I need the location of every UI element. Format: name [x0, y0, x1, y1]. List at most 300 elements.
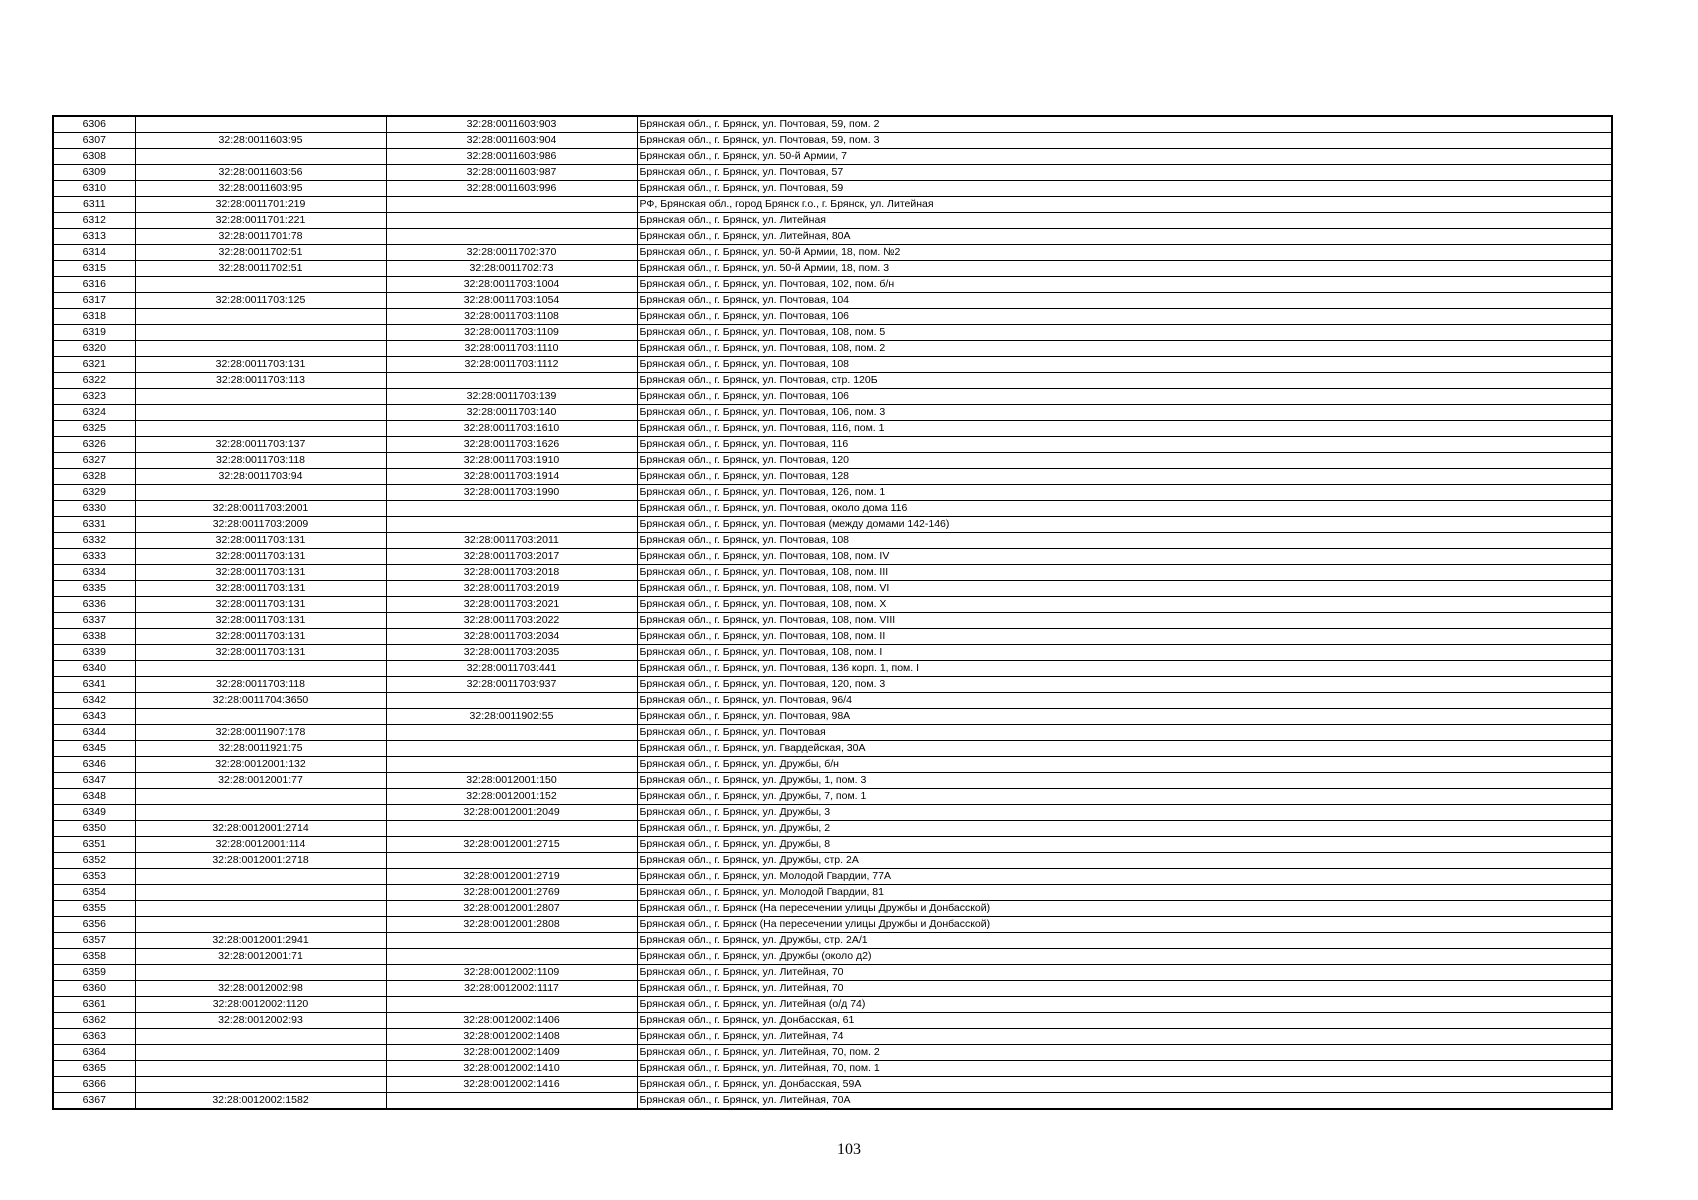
address-cell: Брянская обл., г. Брянск (На пересечении улицы Дружбы и Донбасской)	[637, 901, 1612, 917]
parcel-cadastral-number-cell: 32:28:0011701:78	[135, 229, 386, 245]
object-cadastral-number-cell	[386, 741, 637, 757]
object-cadastral-number-cell: 32:28:0011603:904	[386, 133, 637, 149]
address-cell: Брянская обл., г. Брянск, ул. Почтовая, 108, пом. 2	[637, 341, 1612, 357]
object-cadastral-number-cell: 32:28:0011703:1914	[386, 469, 637, 485]
row-number-cell: 6325	[53, 421, 135, 437]
address-cell: Брянская обл., г. Брянск, ул. Литейная, 70	[637, 965, 1612, 981]
row-number-cell: 6341	[53, 677, 135, 693]
table-row	[53, 405, 1612, 421]
table-row	[53, 805, 1612, 821]
table-row	[53, 517, 1612, 533]
table-row	[53, 789, 1612, 805]
table-row	[53, 1045, 1612, 1061]
parcel-cadastral-number-cell	[135, 789, 386, 805]
address-cell: Брянская обл., г. Брянск, ул. Литейная, 70, пом. 2	[637, 1045, 1612, 1061]
address-cell: Брянская обл., г. Брянск, ул. Почтовая, стр. 120Б	[637, 373, 1612, 389]
object-cadastral-number-cell: 32:28:0011703:1610	[386, 421, 637, 437]
parcel-cadastral-number-cell	[135, 149, 386, 165]
row-number-cell: 6312	[53, 213, 135, 229]
parcel-cadastral-number-cell	[135, 965, 386, 981]
table-row	[53, 293, 1612, 309]
parcel-cadastral-number-cell: 32:28:0011703:137	[135, 437, 386, 453]
object-cadastral-number-cell: 32:28:0011703:1004	[386, 277, 637, 293]
address-cell: Брянская обл., г. Брянск, ул. Почтовая, 106	[637, 389, 1612, 405]
table-row	[53, 341, 1612, 357]
address-cell: Брянская обл., г. Брянск, ул. Молодой Гвардии, 77А	[637, 869, 1612, 885]
table-row	[53, 421, 1612, 437]
table-row	[53, 773, 1612, 789]
row-number-cell: 6339	[53, 645, 135, 661]
object-cadastral-number-cell: 32:28:0011703:2018	[386, 565, 637, 581]
address-cell: Брянская обл., г. Брянск, ул. Литейная, 70	[637, 981, 1612, 997]
parcel-cadastral-number-cell: 32:28:0012001:71	[135, 949, 386, 965]
object-cadastral-number-cell	[386, 213, 637, 229]
parcel-cadastral-number-cell: 32:28:0011701:219	[135, 197, 386, 213]
parcel-cadastral-number-cell: 32:28:0012002:1120	[135, 997, 386, 1013]
address-cell: Брянская обл., г. Брянск (На пересечении улицы Дружбы и Донбасской)	[637, 917, 1612, 933]
table-row	[53, 629, 1612, 645]
address-cell: Брянская обл., г. Брянск, ул. Почтовая, 96/4	[637, 693, 1612, 709]
row-number-cell: 6346	[53, 757, 135, 773]
object-cadastral-number-cell: 32:28:0012001:152	[386, 789, 637, 805]
object-cadastral-number-cell: 32:28:0011703:937	[386, 677, 637, 693]
row-number-cell: 6354	[53, 885, 135, 901]
object-cadastral-number-cell	[386, 821, 637, 837]
table-row	[53, 949, 1612, 965]
parcel-cadastral-number-cell: 32:28:0012001:114	[135, 837, 386, 853]
parcel-cadastral-number-cell: 32:28:0012002:93	[135, 1013, 386, 1029]
address-cell: Брянская обл., г. Брянск, ул. Литейная, 70, пом. 1	[637, 1061, 1612, 1077]
row-number-cell: 6336	[53, 597, 135, 613]
table-row	[53, 133, 1612, 149]
parcel-cadastral-number-cell: 32:28:0011703:118	[135, 453, 386, 469]
row-number-cell: 6356	[53, 917, 135, 933]
parcel-cadastral-number-cell	[135, 901, 386, 917]
object-cadastral-number-cell: 32:28:0012002:1406	[386, 1013, 637, 1029]
address-cell: Брянская обл., г. Брянск, ул. Молодой Гвардии, 81	[637, 885, 1612, 901]
row-number-cell: 6310	[53, 181, 135, 197]
object-cadastral-number-cell: 32:28:0012001:2769	[386, 885, 637, 901]
parcel-cadastral-number-cell: 32:28:0011702:51	[135, 261, 386, 277]
row-number-cell: 6330	[53, 501, 135, 517]
object-cadastral-number-cell: 32:28:0011902:55	[386, 709, 637, 725]
parcel-cadastral-number-cell: 32:28:0011907:178	[135, 725, 386, 741]
address-cell: Брянская обл., г. Брянск, ул. Литейная, 80А	[637, 229, 1612, 245]
parcel-cadastral-number-cell	[135, 405, 386, 421]
object-cadastral-number-cell: 32:28:0011703:1626	[386, 437, 637, 453]
parcel-cadastral-number-cell: 32:28:0012001:2714	[135, 821, 386, 837]
table-row	[53, 869, 1612, 885]
row-number-cell: 6357	[53, 933, 135, 949]
row-number-cell: 6361	[53, 997, 135, 1013]
object-cadastral-number-cell	[386, 373, 637, 389]
object-cadastral-number-cell: 32:28:0011703:1990	[386, 485, 637, 501]
row-number-cell: 6318	[53, 309, 135, 325]
table-row	[53, 965, 1612, 981]
row-number-cell: 6345	[53, 741, 135, 757]
object-cadastral-number-cell: 32:28:0011703:1054	[386, 293, 637, 309]
table-row	[53, 325, 1612, 341]
address-cell: Брянская обл., г. Брянск, ул. Почтовая, 108	[637, 533, 1612, 549]
address-cell: Брянская обл., г. Брянск, ул. Дружбы, стр. 2А/1	[637, 933, 1612, 949]
address-cell: Брянская обл., г. Брянск, ул. Почтовая, 128	[637, 469, 1612, 485]
table-row	[53, 197, 1612, 213]
row-number-cell: 6323	[53, 389, 135, 405]
table-row	[53, 1029, 1612, 1045]
row-number-cell: 6344	[53, 725, 135, 741]
object-cadastral-number-cell: 32:28:0011603:996	[386, 181, 637, 197]
table-row	[53, 116, 1612, 133]
row-number-cell: 6337	[53, 613, 135, 629]
object-cadastral-number-cell	[386, 1093, 637, 1110]
row-number-cell: 6340	[53, 661, 135, 677]
row-number-cell: 6366	[53, 1077, 135, 1093]
parcel-cadastral-number-cell: 32:28:0011703:2009	[135, 517, 386, 533]
parcel-cadastral-number-cell	[135, 1029, 386, 1045]
parcel-cadastral-number-cell: 32:28:0011703:131	[135, 581, 386, 597]
row-number-cell: 6364	[53, 1045, 135, 1061]
object-cadastral-number-cell: 32:28:0012002:1408	[386, 1029, 637, 1045]
table-row	[53, 229, 1612, 245]
row-number-cell: 6328	[53, 469, 135, 485]
row-number-cell: 6351	[53, 837, 135, 853]
object-cadastral-number-cell: 32:28:0012001:2808	[386, 917, 637, 933]
object-cadastral-number-cell: 32:28:0011703:1112	[386, 357, 637, 373]
object-cadastral-number-cell: 32:28:0012002:1409	[386, 1045, 637, 1061]
object-cadastral-number-cell: 32:28:0011603:986	[386, 149, 637, 165]
table-row	[53, 149, 1612, 165]
parcel-cadastral-number-cell	[135, 1045, 386, 1061]
row-number-cell: 6363	[53, 1029, 135, 1045]
parcel-cadastral-number-cell: 32:28:0012001:2718	[135, 853, 386, 869]
row-number-cell: 6316	[53, 277, 135, 293]
object-cadastral-number-cell: 32:28:0011703:2021	[386, 597, 637, 613]
object-cadastral-number-cell	[386, 517, 637, 533]
row-number-cell: 6314	[53, 245, 135, 261]
table-row	[53, 373, 1612, 389]
parcel-cadastral-number-cell	[135, 277, 386, 293]
parcel-cadastral-number-cell: 32:28:0011704:3650	[135, 693, 386, 709]
table-row	[53, 389, 1612, 405]
row-number-cell: 6319	[53, 325, 135, 341]
row-number-cell: 6320	[53, 341, 135, 357]
object-cadastral-number-cell: 32:28:0011603:903	[386, 116, 637, 133]
object-cadastral-number-cell: 32:28:0011703:2035	[386, 645, 637, 661]
object-cadastral-number-cell: 32:28:0011703:140	[386, 405, 637, 421]
table-row	[53, 821, 1612, 837]
parcel-cadastral-number-cell: 32:28:0011703:131	[135, 613, 386, 629]
address-cell: Брянская обл., г. Брянск, ул. Почтовая, 116, пом. 1	[637, 421, 1612, 437]
table-row	[53, 837, 1612, 853]
parcel-cadastral-number-cell: 32:28:0012001:132	[135, 757, 386, 773]
table-row	[53, 709, 1612, 725]
table-row	[53, 245, 1612, 261]
parcel-cadastral-number-cell	[135, 309, 386, 325]
parcel-cadastral-number-cell: 32:28:0012001:2941	[135, 933, 386, 949]
row-number-cell: 6326	[53, 437, 135, 453]
address-cell: Брянская обл., г. Брянск, ул. Почтовая, около дома 116	[637, 501, 1612, 517]
object-cadastral-number-cell: 32:28:0011703:2017	[386, 549, 637, 565]
address-cell: РФ, Брянская обл., город Брянск г.о., г. Брянск, ул. Литейная	[637, 197, 1612, 213]
object-cadastral-number-cell: 32:28:0012002:1117	[386, 981, 637, 997]
row-number-cell: 6342	[53, 693, 135, 709]
table-row	[53, 917, 1612, 933]
address-cell: Брянская обл., г. Брянск, ул. Дружбы (около д2)	[637, 949, 1612, 965]
object-cadastral-number-cell: 32:28:0011703:1910	[386, 453, 637, 469]
address-cell: Брянская обл., г. Брянск, ул. Дружбы, б/н	[637, 757, 1612, 773]
address-cell: Брянская обл., г. Брянск, ул. Дружбы, 7, пом. 1	[637, 789, 1612, 805]
parcel-cadastral-number-cell: 32:28:0011703:113	[135, 373, 386, 389]
table-row	[53, 533, 1612, 549]
row-number-cell: 6335	[53, 581, 135, 597]
object-cadastral-number-cell: 32:28:0012002:1410	[386, 1061, 637, 1077]
table-row	[53, 677, 1612, 693]
object-cadastral-number-cell: 32:28:0011702:73	[386, 261, 637, 277]
parcel-cadastral-number-cell: 32:28:0011703:131	[135, 533, 386, 549]
table-row	[53, 485, 1612, 501]
address-cell: Брянская обл., г. Брянск, ул. Дружбы, 8	[637, 837, 1612, 853]
parcel-cadastral-number-cell	[135, 709, 386, 725]
object-cadastral-number-cell	[386, 853, 637, 869]
row-number-cell: 6311	[53, 197, 135, 213]
table-row	[53, 277, 1612, 293]
row-number-cell: 6365	[53, 1061, 135, 1077]
object-cadastral-number-cell: 32:28:0011703:2034	[386, 629, 637, 645]
row-number-cell: 6317	[53, 293, 135, 309]
table-row	[53, 181, 1612, 197]
table-row	[53, 725, 1612, 741]
parcel-cadastral-number-cell: 32:28:0011603:56	[135, 165, 386, 181]
object-cadastral-number-cell: 32:28:0012002:1109	[386, 965, 637, 981]
row-number-cell: 6307	[53, 133, 135, 149]
parcel-cadastral-number-cell	[135, 885, 386, 901]
address-cell: Брянская обл., г. Брянск, ул. Почтовая, 57	[637, 165, 1612, 181]
parcel-cadastral-number-cell: 32:28:0011703:131	[135, 549, 386, 565]
table-row	[53, 741, 1612, 757]
parcel-cadastral-number-cell: 32:28:0011703:131	[135, 565, 386, 581]
object-cadastral-number-cell	[386, 757, 637, 773]
parcel-cadastral-number-cell	[135, 805, 386, 821]
address-cell: Брянская обл., г. Брянск, ул. 50-й Армии, 18, пом. 3	[637, 261, 1612, 277]
row-number-cell: 6338	[53, 629, 135, 645]
parcel-cadastral-number-cell: 32:28:0011703:131	[135, 645, 386, 661]
object-cadastral-number-cell	[386, 229, 637, 245]
object-cadastral-number-cell: 32:28:0012001:2715	[386, 837, 637, 853]
address-cell: Брянская обл., г. Брянск, ул. Дружбы, стр. 2А	[637, 853, 1612, 869]
object-cadastral-number-cell: 32:28:0011703:2022	[386, 613, 637, 629]
address-cell: Брянская обл., г. Брянск, ул. Почтовая, 108, пом. VIII	[637, 613, 1612, 629]
parcel-cadastral-number-cell: 32:28:0011703:94	[135, 469, 386, 485]
parcel-cadastral-number-cell: 32:28:0011921:75	[135, 741, 386, 757]
object-cadastral-number-cell: 32:28:0012002:1416	[386, 1077, 637, 1093]
table-row	[53, 901, 1612, 917]
parcel-cadastral-number-cell	[135, 1077, 386, 1093]
row-number-cell: 6347	[53, 773, 135, 789]
parcel-cadastral-number-cell: 32:28:0011603:95	[135, 181, 386, 197]
table-row	[53, 693, 1612, 709]
parcel-cadastral-number-cell: 32:28:0011703:2001	[135, 501, 386, 517]
table-row	[53, 565, 1612, 581]
address-cell: Брянская обл., г. Брянск, ул. Почтовая, 108, пом. X	[637, 597, 1612, 613]
table-row	[53, 1093, 1612, 1110]
row-number-cell: 6359	[53, 965, 135, 981]
parcel-cadastral-number-cell: 32:28:0011702:51	[135, 245, 386, 261]
parcel-cadastral-number-cell	[135, 341, 386, 357]
table-row	[53, 933, 1612, 949]
parcel-cadastral-number-cell: 32:28:0011703:118	[135, 677, 386, 693]
table-row	[53, 469, 1612, 485]
object-cadastral-number-cell	[386, 197, 637, 213]
row-number-cell: 6306	[53, 116, 135, 133]
table-row	[53, 261, 1612, 277]
object-cadastral-number-cell	[386, 501, 637, 517]
address-cell: Брянская обл., г. Брянск, ул. 50-й Армии, 18, пом. №2	[637, 245, 1612, 261]
row-number-cell: 6321	[53, 357, 135, 373]
table-row	[53, 437, 1612, 453]
address-cell: Брянская обл., г. Брянск, ул. Почтовая, 120, пом. 3	[637, 677, 1612, 693]
parcel-cadastral-number-cell: 32:28:0011703:131	[135, 597, 386, 613]
address-cell: Брянская обл., г. Брянск, ул. Дружбы, 3	[637, 805, 1612, 821]
row-number-cell: 6349	[53, 805, 135, 821]
object-cadastral-number-cell: 32:28:0012001:2049	[386, 805, 637, 821]
row-number-cell: 6362	[53, 1013, 135, 1029]
address-cell: Брянская обл., г. Брянск, ул. Почтовая, 108, пом. VI	[637, 581, 1612, 597]
object-cadastral-number-cell: 32:28:0012001:150	[386, 773, 637, 789]
table-row	[53, 453, 1612, 469]
parcel-cadastral-number-cell	[135, 661, 386, 677]
object-cadastral-number-cell: 32:28:0011603:987	[386, 165, 637, 181]
address-cell: Брянская обл., г. Брянск, ул. Почтовая, 59, пом. 3	[637, 133, 1612, 149]
address-cell: Брянская обл., г. Брянск, ул. Почтовая	[637, 725, 1612, 741]
object-cadastral-number-cell: 32:28:0011703:139	[386, 389, 637, 405]
table-row	[53, 1061, 1612, 1077]
address-cell: Брянская обл., г. Брянск, ул. Почтовая, 108, пом. IV	[637, 549, 1612, 565]
table-row	[53, 757, 1612, 773]
parcel-cadastral-number-cell	[135, 325, 386, 341]
table-row	[53, 645, 1612, 661]
object-cadastral-number-cell	[386, 949, 637, 965]
object-cadastral-number-cell: 32:28:0011703:1109	[386, 325, 637, 341]
row-number-cell: 6331	[53, 517, 135, 533]
parcel-cadastral-number-cell: 32:28:0012001:77	[135, 773, 386, 789]
address-cell: Брянская обл., г. Брянск, ул. Почтовая, 106	[637, 309, 1612, 325]
address-cell: Брянская обл., г. Брянск, ул. Почтовая, 116	[637, 437, 1612, 453]
page-number: 103	[837, 1141, 861, 1158]
parcel-cadastral-number-cell	[135, 485, 386, 501]
registry-table	[52, 115, 1613, 1110]
address-cell: Брянская обл., г. Брянск, ул. Дружбы, 2	[637, 821, 1612, 837]
parcel-cadastral-number-cell: 32:28:0011703:131	[135, 629, 386, 645]
object-cadastral-number-cell	[386, 693, 637, 709]
address-cell: Брянская обл., г. Брянск, ул. Почтовая, 108	[637, 357, 1612, 373]
address-cell: Брянская обл., г. Брянск, ул. Почтовая, 108, пом. II	[637, 629, 1612, 645]
address-cell: Брянская обл., г. Брянск, ул. Почтовая, 108, пом. I	[637, 645, 1612, 661]
address-cell: Брянская обл., г. Брянск, ул. Почтовая (между домами 142-146)	[637, 517, 1612, 533]
parcel-cadastral-number-cell: 32:28:0011703:131	[135, 357, 386, 373]
table-row	[53, 165, 1612, 181]
row-number-cell: 6343	[53, 709, 135, 725]
table-row	[53, 549, 1612, 565]
object-cadastral-number-cell	[386, 997, 637, 1013]
table-row	[53, 597, 1612, 613]
address-cell: Брянская обл., г. Брянск, ул. Почтовая, 108, пом. 5	[637, 325, 1612, 341]
object-cadastral-number-cell	[386, 933, 637, 949]
table-row	[53, 501, 1612, 517]
parcel-cadastral-number-cell: 32:28:0011603:95	[135, 133, 386, 149]
row-number-cell: 6334	[53, 565, 135, 581]
address-cell: Брянская обл., г. Брянск, ул. Почтовая, 98А	[637, 709, 1612, 725]
row-number-cell: 6313	[53, 229, 135, 245]
address-cell: Брянская обл., г. Брянск, ул. Почтовая, 126, пом. 1	[637, 485, 1612, 501]
table-row	[53, 357, 1612, 373]
parcel-cadastral-number-cell	[135, 421, 386, 437]
row-number-cell: 6329	[53, 485, 135, 501]
row-number-cell: 6309	[53, 165, 135, 181]
table-row	[53, 213, 1612, 229]
address-cell: Брянская обл., г. Брянск, ул. Литейная (о/д 74)	[637, 997, 1612, 1013]
parcel-cadastral-number-cell	[135, 1061, 386, 1077]
address-cell: Брянская обл., г. Брянск, ул. Почтовая, 108, пом. III	[637, 565, 1612, 581]
row-number-cell: 6322	[53, 373, 135, 389]
row-number-cell: 6367	[53, 1093, 135, 1110]
row-number-cell: 6350	[53, 821, 135, 837]
parcel-cadastral-number-cell	[135, 389, 386, 405]
object-cadastral-number-cell: 32:28:0011702:370	[386, 245, 637, 261]
parcel-cadastral-number-cell	[135, 869, 386, 885]
object-cadastral-number-cell: 32:28:0011703:2019	[386, 581, 637, 597]
row-number-cell: 6332	[53, 533, 135, 549]
row-number-cell: 6358	[53, 949, 135, 965]
table-row	[53, 1013, 1612, 1029]
object-cadastral-number-cell: 32:28:0012001:2719	[386, 869, 637, 885]
table-row	[53, 853, 1612, 869]
parcel-cadastral-number-cell: 32:28:0011701:221	[135, 213, 386, 229]
object-cadastral-number-cell: 32:28:0011703:1110	[386, 341, 637, 357]
parcel-cadastral-number-cell: 32:28:0011703:125	[135, 293, 386, 309]
table-row	[53, 661, 1612, 677]
address-cell: Брянская обл., г. Брянск, ул. Донбасская, 59А	[637, 1077, 1612, 1093]
address-cell: Брянская обл., г. Брянск, ул. Почтовая, 102, пом. б/н	[637, 277, 1612, 293]
address-cell: Брянская обл., г. Брянск, ул. Литейная	[637, 213, 1612, 229]
row-number-cell: 6348	[53, 789, 135, 805]
parcel-cadastral-number-cell: 32:28:0012002:1582	[135, 1093, 386, 1110]
address-cell: Брянская обл., г. Брянск, ул. Почтовая, 136 корп. 1, пом. I	[637, 661, 1612, 677]
address-cell: Брянская обл., г. Брянск, ул. Почтовая, 59, пом. 2	[637, 116, 1612, 133]
object-cadastral-number-cell: 32:28:0011703:2011	[386, 533, 637, 549]
address-cell: Брянская обл., г. Брянск, ул. Гвардейская, 30А	[637, 741, 1612, 757]
parcel-cadastral-number-cell	[135, 917, 386, 933]
object-cadastral-number-cell	[386, 725, 637, 741]
parcel-cadastral-number-cell	[135, 116, 386, 133]
row-number-cell: 6308	[53, 149, 135, 165]
parcel-cadastral-number-cell: 32:28:0012002:98	[135, 981, 386, 997]
address-cell: Брянская обл., г. Брянск, ул. Почтовая, 104	[637, 293, 1612, 309]
row-number-cell: 6327	[53, 453, 135, 469]
table-row	[53, 581, 1612, 597]
table-row	[53, 981, 1612, 997]
row-number-cell: 6333	[53, 549, 135, 565]
row-number-cell: 6315	[53, 261, 135, 277]
row-number-cell: 6360	[53, 981, 135, 997]
table-row	[53, 997, 1612, 1013]
address-cell: Брянская обл., г. Брянск, ул. Почтовая, 59	[637, 181, 1612, 197]
table-row	[53, 1077, 1612, 1093]
address-cell: Брянская обл., г. Брянск, ул. Дружбы, 1, пом. 3	[637, 773, 1612, 789]
object-cadastral-number-cell: 32:28:0012001:2807	[386, 901, 637, 917]
address-cell: Брянская обл., г. Брянск, ул. 50-й Армии, 7	[637, 149, 1612, 165]
row-number-cell: 6353	[53, 869, 135, 885]
address-cell: Брянская обл., г. Брянск, ул. Литейная, 74	[637, 1029, 1612, 1045]
